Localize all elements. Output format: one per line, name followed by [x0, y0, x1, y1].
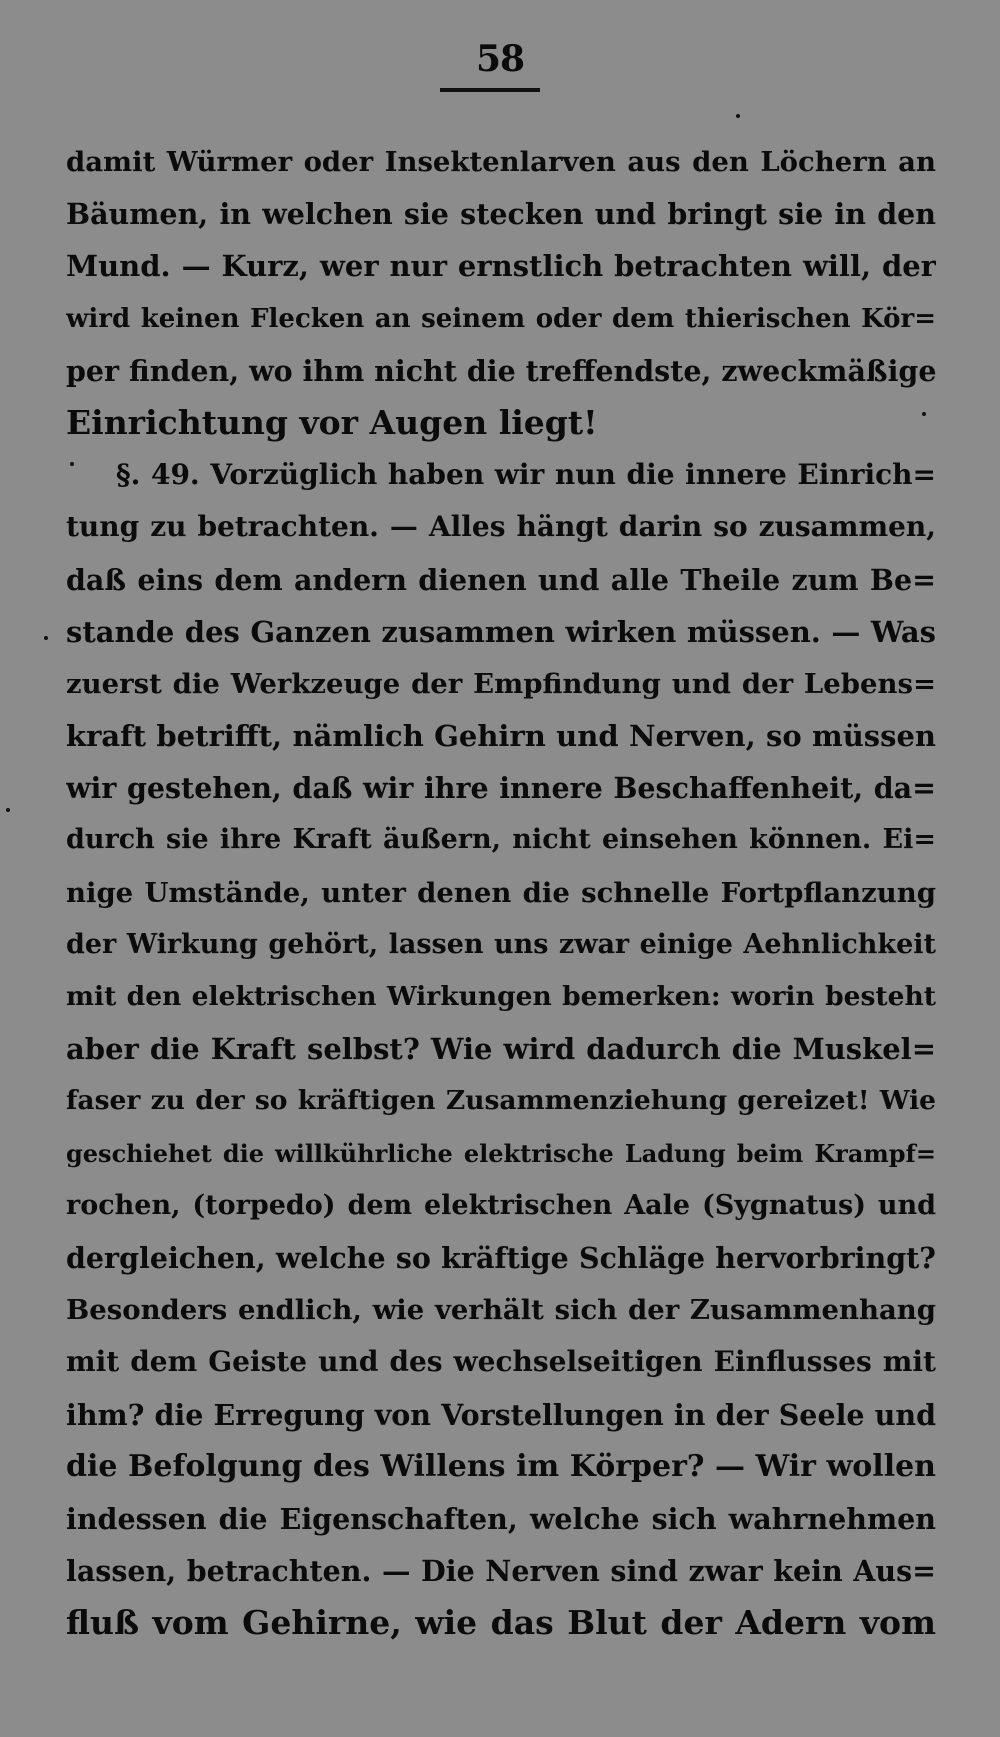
text-line: nige Umstände, unter denen die schnelle Fortpflanzung — [66, 876, 936, 909]
scan-speck — [44, 636, 48, 640]
text-line: zuerst die Werkzeuge der Empfindung und der Lebens= — [66, 667, 936, 700]
text-line: kraft betrifft, nämlich Gehirn und Nerven, so müssen — [66, 719, 936, 754]
scan-speck — [6, 808, 10, 812]
scan-speck — [70, 462, 74, 466]
text-line: Einrichtung vor Augen liegt! — [66, 402, 598, 442]
text-line: stande des Ganzen zusammen wirken müssen. — Was — [66, 614, 936, 649]
text-line: ihm? die Erregung von Vorstellungen in der Seele und — [66, 1397, 936, 1432]
text-line: aber die Kraft selbst? Wie wird dadurch die Muskel= — [66, 1032, 936, 1067]
text-line: indessen die Eigenschaften, welche sich wahrnehmen — [66, 1501, 936, 1536]
text-line: die Befolgung des Willens im Körper? — Wir wollen — [66, 1448, 936, 1484]
text-line: fluß vom Gehirne, wie das Blut der Adern vom — [66, 1603, 936, 1643]
text-line: wird keinen Flecken an seinem oder dem thierischen Kör= — [66, 303, 936, 334]
text-line: per finden, wo ihm nicht die treffendste, zweckmäßige — [66, 353, 936, 388]
text-line: Besonders endlich, wie verhält sich der Zusammenhang — [66, 1294, 936, 1327]
text-line: Mund. — Kurz, wer nur ernstlich betrachten will, der — [66, 249, 936, 284]
text-line: mit dem Geiste und des wechselseitigen Einflusses mit — [66, 1345, 936, 1379]
scan-speck — [922, 412, 926, 416]
text-line: lassen, betrachten. — Die Nerven sind zwar kein Aus= — [66, 1554, 936, 1589]
text-line: rochen, (torpedo) dem elektrischen Aale (Sygnatus) und — [66, 1189, 936, 1221]
text-line: durch sie ihre Kraft äußern, nicht einsehen können. Ei= — [66, 824, 936, 856]
text-line: damit Würmer oder Insektenlarven aus den Löchern an — [66, 146, 936, 178]
page-number-rule — [440, 88, 540, 92]
body-text — [66, 136, 936, 1649]
text-line: Bäumen, in welchen sie stecken und bringt sie in den — [66, 197, 936, 232]
text-line: tung zu betrachten. — Alles hängt darin so zusammen, — [66, 510, 936, 544]
scan-speck — [736, 114, 740, 118]
page-number: 58 — [475, 38, 525, 80]
text-line: dergleichen, welche so kräftige Schläge hervorbringt? — [66, 1240, 936, 1275]
text-line: der Wirkung gehört, lassen uns zwar einige Aehnlichkeit — [66, 928, 936, 960]
section-start-line: §. 49. Vorzüglich haben wir nun die innere Einrich= — [116, 458, 936, 492]
text-line: daß eins dem andern dienen und alle Theile zum Be= — [66, 562, 936, 597]
text-line: faser zu der so kräftigen Zusammenziehung gereizet! Wie — [66, 1085, 936, 1117]
text-line: mit den elektrischen Wirkungen bemerken: worin besteht — [66, 981, 936, 1012]
text-line: geschiehet die willkührliche elektrische Ladung beim Krampf= — [66, 1138, 936, 1168]
text-line: wir gestehen, daß wir ihre innere Beschaffenheit, da= — [66, 771, 936, 806]
